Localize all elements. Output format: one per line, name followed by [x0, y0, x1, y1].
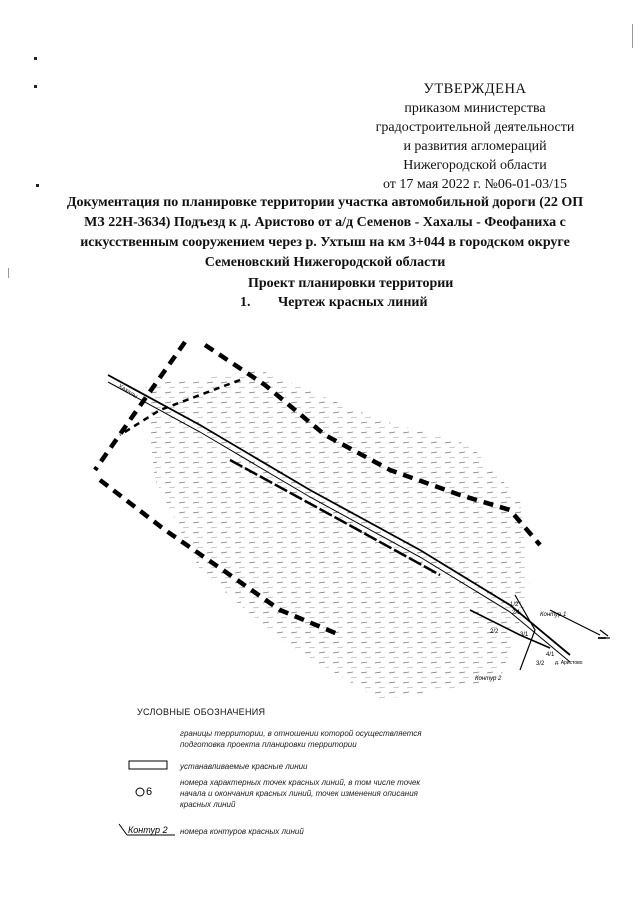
legend-point-symbol	[134, 779, 164, 799]
legend-boundary-text: границы территории, в отношении которой осуществляется подготовка проекта планировки территории	[180, 729, 422, 749]
margin-mark	[598, 637, 606, 639]
map-point-label: 3/1	[520, 632, 529, 638]
map-label-road: Хахалы	[116, 383, 139, 401]
legend-contour-text: номера контуров красных линий	[180, 827, 304, 836]
territory-area	[145, 370, 530, 700]
section-heading	[240, 274, 500, 312]
margin-mark	[34, 85, 37, 88]
approval-heading: УТВЕРЖДЕНА	[423, 81, 527, 97]
approval-line: Нижегородской области	[403, 158, 547, 173]
margin-mark	[34, 57, 37, 60]
project-subtitle: Проект планировки территории	[248, 276, 454, 291]
legend-title: УСЛОВНЫЕ ОБОЗНАЧЕНИЯ	[137, 707, 266, 717]
legend-contour-symbol	[117, 822, 179, 838]
approval-date: от 17 мая 2022 г. №06-01-03/15	[382, 177, 568, 192]
legend-boundary-symbol	[128, 722, 168, 746]
approval-line: и развития агломераций	[403, 139, 547, 154]
legend-point-text: номера характерных точек красных линий, в том числе точек начала и окончания красных линий, точек изменения описания красных линий	[180, 778, 421, 809]
map-label-contour-1: Контур 1	[540, 612, 567, 618]
legend-red-line-symbol	[128, 758, 168, 772]
map-label-contour-2: Контур 2	[475, 676, 502, 682]
margin-mark	[632, 24, 633, 48]
approval-block	[360, 80, 590, 194]
section-number: 1.	[240, 295, 251, 310]
legend-point-number: 6	[146, 786, 153, 798]
map-point-label: 1/2	[510, 602, 519, 608]
map-label-aristovo: д. Аристово	[555, 660, 583, 666]
map-point-label: 2/1	[512, 610, 521, 616]
red-lines-drawing	[80, 330, 620, 710]
document-title: Документация по планировке территории участка автомобильной дороги (22 ОП МЗ 22Н-3634) Подъезд к д. Аристово от а/д Семенов - Хахалы - Феофаниха с искусственным сооружением через р. Ухтыш на км 3+044 в городском округе Семеновский Нижегородской области	[66, 195, 584, 270]
map-point-label: 3/2	[536, 661, 545, 667]
approval-line: приказом министерства	[404, 101, 546, 116]
map-tick	[600, 630, 608, 636]
legend-contour-label: Контур 2	[128, 825, 168, 835]
map-point-label: 4/1	[546, 652, 555, 658]
legend-red-line-text: устанавливаемые красные линии	[180, 762, 308, 771]
margin-mark	[36, 184, 39, 187]
map-point-label: 2/2	[490, 629, 499, 635]
section-title: Чертеж красных линий	[278, 295, 428, 310]
approval-line: градостроительной деятельности	[375, 120, 575, 135]
margin-mark	[8, 268, 9, 278]
